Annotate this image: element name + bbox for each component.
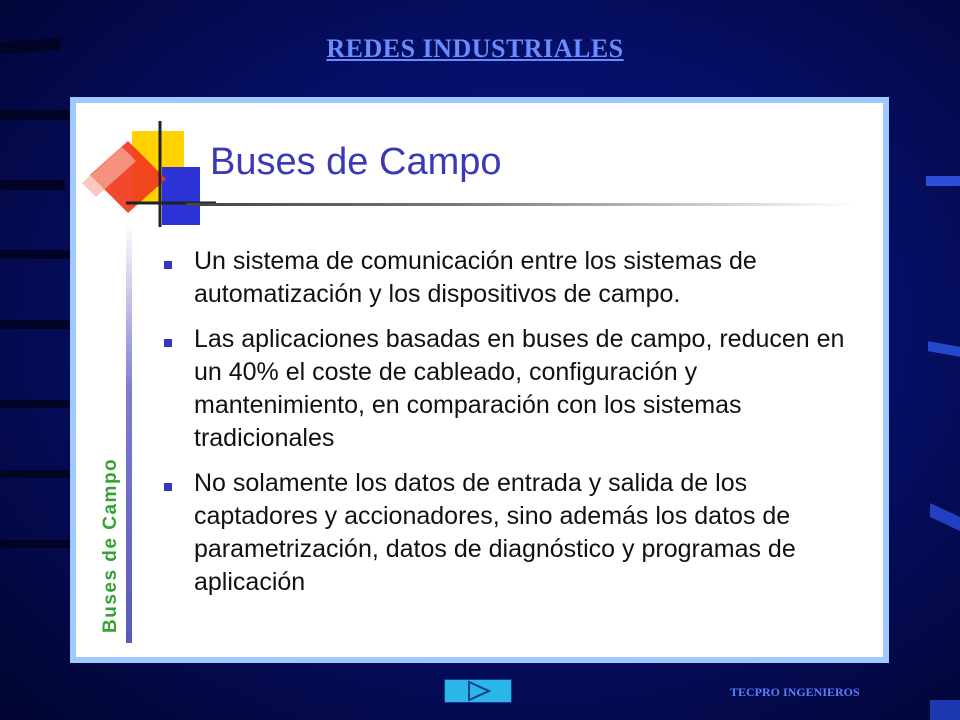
bullet-square-icon [164,483,172,491]
bullet-text: Un sistema de comunicación entre los sistemas de automatización y los dispositivos de campo. [194,247,757,308]
list-item [164,245,864,311]
decorative-streak [0,540,70,548]
next-slide-button[interactable] [444,679,512,703]
decorative-streak [0,470,70,478]
side-accent-bar [126,223,132,643]
bullet-square-icon [164,339,172,347]
decorative-streak [0,250,70,259]
decorative-streak [0,320,70,329]
decorative-streak [928,341,960,357]
slide-content [76,103,883,657]
side-label: Buses de Campo [100,457,121,633]
bullet-list [164,245,864,611]
decorative-streak [930,700,960,720]
bullet-text: No solamente los datos de entrada y salida de los captadores y accionadores, sino además los datos de parametrización, datos de diagnóstico y programas de aplicación [194,469,796,596]
decorative-streak [926,176,960,186]
list-item [164,323,864,455]
decorative-streak [930,503,960,531]
decorative-streak [0,180,65,190]
slide-frame [70,97,889,663]
slide-logo-icon [76,103,216,233]
bullet-text: Las aplicaciones basadas en buses de campo, reducen en un 40% el coste de cableado, configuración y mantenimiento, en comparación con los sistemas tradicionales [194,325,845,452]
list-item [164,467,864,599]
page-title-link[interactable]: REDES INDUSTRIALES [326,34,624,63]
company-label: TECPRO INGENIEROS [730,685,860,699]
bullet-square-icon [164,261,172,269]
decorative-streak [0,110,70,120]
title-divider [186,203,856,206]
play-next-icon [445,680,511,702]
decorative-streak [0,400,70,408]
slide-title: Buses de Campo [210,141,502,183]
